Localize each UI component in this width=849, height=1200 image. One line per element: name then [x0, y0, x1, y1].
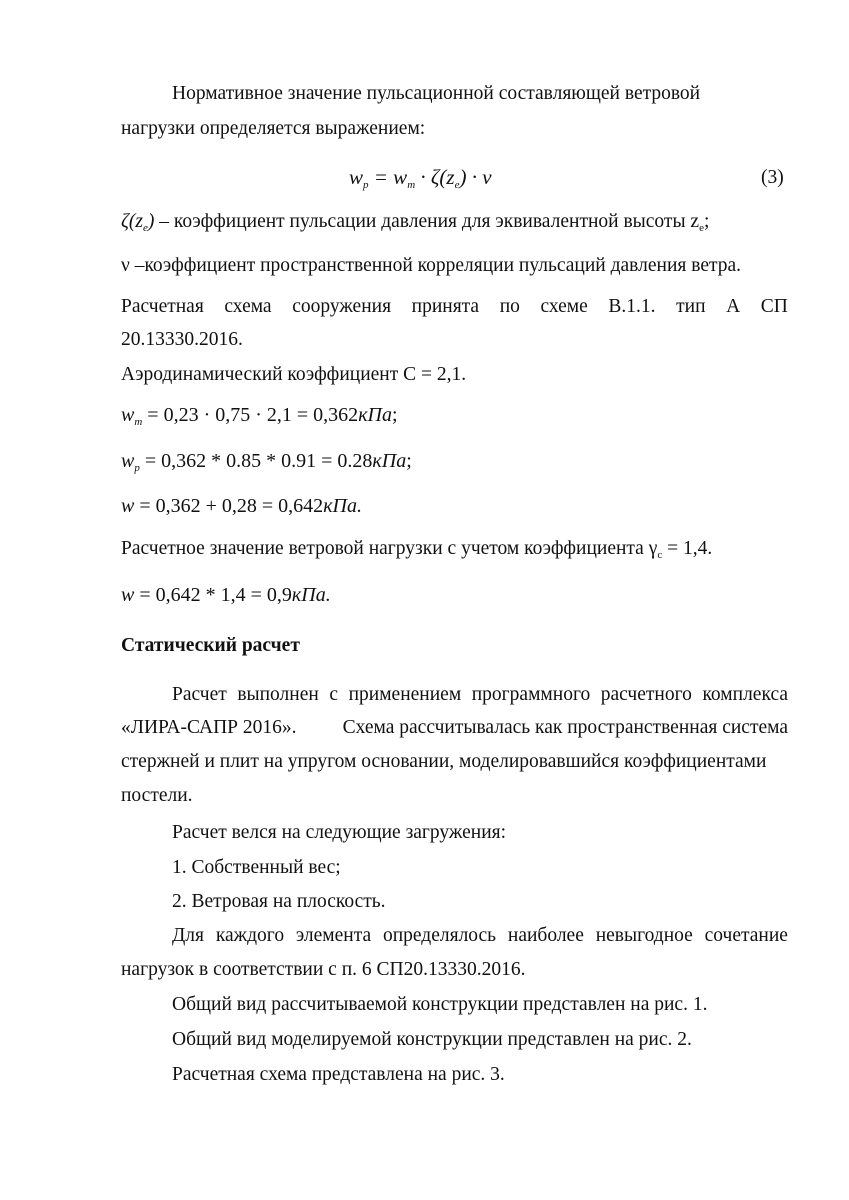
aero-coefficient: Аэродинамический коэффициент С = 2,1.	[121, 364, 467, 385]
para1-line-1: Расчет выполнен с применением программного расчетного комплекса	[172, 684, 788, 705]
formula-wm: $w_m = 0,23 \cdot 0,75 \cdot 2,1 = 0,362кПа$;	[121, 404, 398, 428]
formula-w-design: w = 0,642 * 1,4 = 0,9кПа.	[121, 584, 331, 606]
equation-number: (3)	[761, 167, 784, 188]
equation-3: $w_p = w_m \cdot \zeta(z_e) \cdot \nu$	[349, 165, 492, 191]
design-value-line: Расчетное значение ветровой нагрузки с учетом коэффициента $\gamma_c = 1,4$.	[121, 538, 713, 561]
definition-nu: ν –коэффициент пространственной корреляции пульсаций давления ветра.	[121, 255, 742, 276]
para1-line-4: постели.	[121, 785, 193, 806]
loads-intro: Расчет велся на следующие загружения:	[172, 822, 507, 843]
para2-line-1: Для каждого элемента определялось наиболее невыгодное сочетание	[172, 925, 788, 946]
para1-line-2: «ЛИРА-САПР 2016». Схема рассчитывалась как пространственная система	[121, 717, 788, 738]
load-item-1: 1. Собственный вес;	[172, 857, 341, 878]
para2-line-2: нагрузок в соответствии с п. 6 СП20.13330.2016.	[121, 959, 526, 980]
intro-line-1: Нормативное значение пульсационной составляющей ветровой	[172, 83, 701, 104]
scheme-line-1: Расчетная схема сооружения принята по схеме В.1.1. тип А СП	[121, 296, 788, 317]
figure-ref-3: Расчетная схема представлена на рис. 3.	[172, 1064, 505, 1085]
figure-ref-2: Общий вид моделируемой конструкции представлен на рис. 2.	[172, 1029, 692, 1050]
definition-zeta: $\zeta(z_e)$ – коэффициент пульсации давления для эквивалентной высоты $z_e$;	[121, 211, 710, 234]
scheme-line-2: 20.13330.2016.	[121, 329, 243, 350]
para1-line-3: стержней и плит на упругом основании, моделировавшийся коэффициентами	[121, 751, 767, 772]
section-heading: Статический расчет	[121, 635, 300, 656]
formula-wp: $w_p = 0,362 * 0.85 * 0.91 = 0.28кПа$;	[121, 450, 412, 474]
intro-line-2: нагрузки определяется выражением:	[121, 118, 426, 139]
figure-ref-1: Общий вид рассчитываемой конструкции представлен на рис. 1.	[172, 994, 708, 1015]
load-item-2: 2. Ветровая на плоскость.	[172, 891, 386, 912]
formula-w: w = 0,362 + 0,28 = 0,642кПа.	[121, 495, 362, 517]
